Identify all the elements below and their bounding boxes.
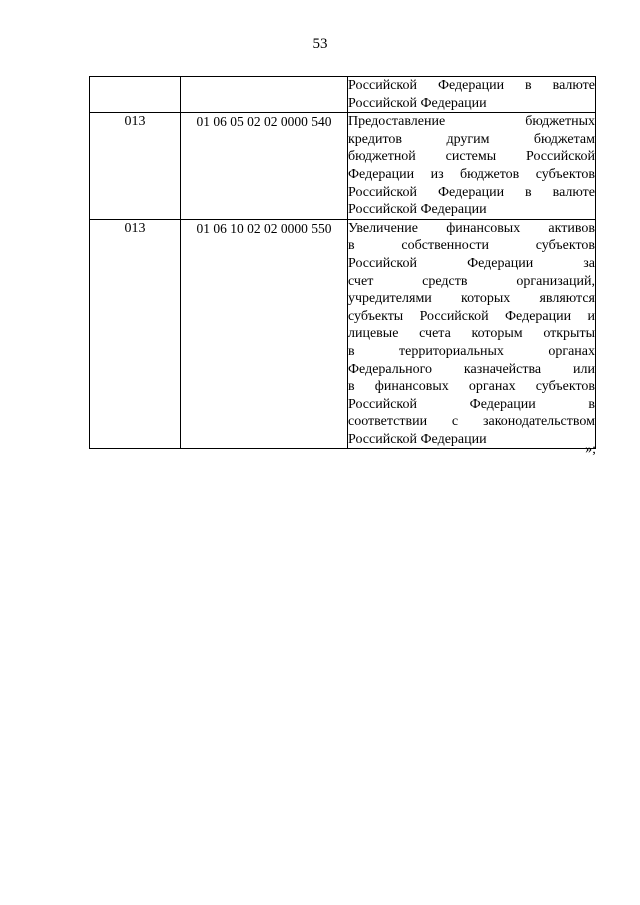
kbk-code-cell [181, 77, 348, 113]
kbk-code-cell: 01 06 10 02 02 0000 550 [181, 219, 348, 449]
description-line: лицевые счета которым открыты [348, 326, 595, 342]
table-row [90, 219, 596, 449]
description-line: Российской Федерации [348, 431, 487, 447]
description-line: Увеличение финансовых активов [348, 220, 595, 236]
table-row [90, 77, 596, 113]
description-line: в собственности субъектов [348, 238, 595, 254]
description-cell [348, 113, 596, 220]
description-line: Российской Федерации [348, 202, 487, 218]
admin-code-cell: 013 [90, 113, 181, 220]
page-number: 53 [312, 36, 328, 52]
kbk-code-cell: 01 06 05 02 02 0000 540 [181, 113, 348, 220]
description-line: субъекты Российской Федерации и [348, 308, 595, 324]
description-line: соответствии с законодательством [348, 414, 595, 430]
description-line: Российской Федерации [348, 95, 487, 111]
description-line: Российской Федерации за [348, 255, 595, 271]
description-line: Федерации из бюджетов субъектов [348, 166, 595, 182]
description-line: бюджетной системы Российской [348, 149, 595, 165]
description-cell [348, 219, 596, 449]
description-line: кредитов другим бюджетам [348, 131, 595, 147]
description-line: Предоставление бюджетных [348, 114, 595, 130]
admin-code-cell: 013 [90, 219, 181, 449]
description-line: учредителями которых являются [348, 291, 595, 307]
budget-sources-table [89, 76, 596, 449]
description-line: Федерального казначейства или [348, 361, 595, 377]
table-row [90, 113, 596, 220]
description-line: в финансовых органах субъектов [348, 379, 595, 395]
description-line: в территориальных органах [348, 343, 595, 359]
description-cell [348, 77, 596, 113]
description-line: Российской Федерации в [348, 396, 595, 412]
admin-code-cell [90, 77, 181, 113]
description-line: Российской Федерации в валюте [348, 184, 595, 200]
description-line: Российской Федерации в валюте [348, 78, 595, 93]
description-line: счет средств организаций, [348, 273, 595, 289]
closing-quote-mark: »; [585, 442, 596, 457]
